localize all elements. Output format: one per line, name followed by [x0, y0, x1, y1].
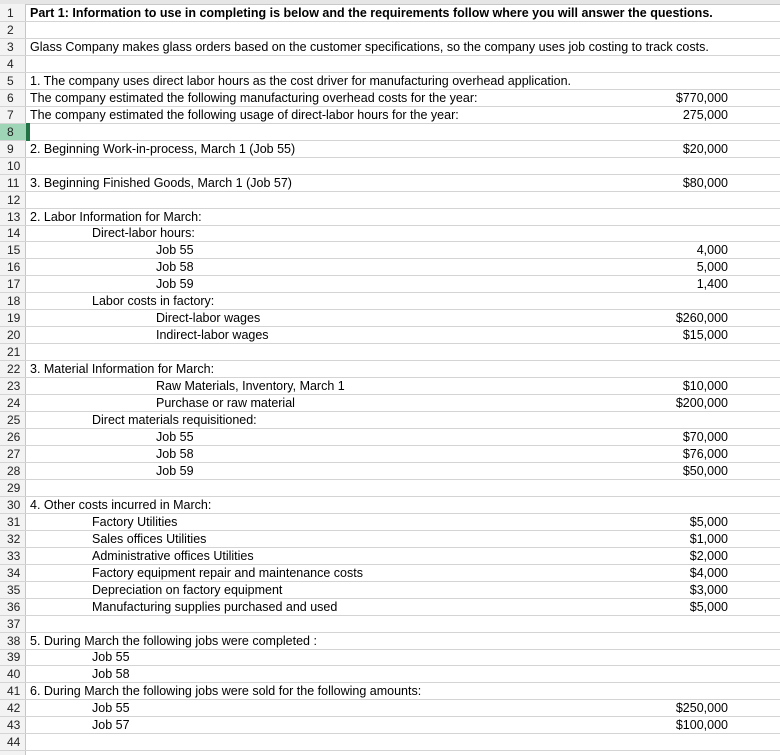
cell-amount[interactable]: $3,000 [689, 582, 728, 597]
cell-label[interactable]: Purchase or raw material [156, 396, 295, 411]
row-number[interactable]: 12 [7, 192, 21, 207]
sheet-row[interactable] [0, 531, 780, 548]
sheet-row[interactable] [0, 429, 780, 446]
sheet-row[interactable] [0, 192, 780, 209]
sheet-row[interactable] [0, 463, 780, 480]
row-number[interactable]: 30 [7, 497, 21, 512]
row-number[interactable]: 18 [7, 294, 21, 309]
sheet-row[interactable] [0, 616, 780, 633]
row-number[interactable]: 43 [7, 718, 21, 733]
cell-label[interactable]: Sales offices Utilities [92, 531, 207, 546]
row-number[interactable]: 2 [7, 22, 14, 37]
sheet-row[interactable] [0, 412, 780, 429]
sheet-row[interactable] [0, 175, 780, 192]
row-number[interactable]: 32 [7, 531, 21, 546]
sheet-row[interactable] [0, 582, 780, 599]
sheet-row[interactable] [0, 310, 780, 327]
sheet-row[interactable] [0, 548, 780, 565]
cell-label[interactable]: Job 55 [92, 701, 130, 716]
cell-label[interactable]: 5. During March the following jobs were completed : [30, 633, 317, 648]
row-number[interactable]: 10 [7, 158, 21, 173]
cell-label[interactable]: Job 59 [156, 277, 194, 292]
cell-label[interactable]: Glass Company makes glass orders based on the customer specifications, so the company uses job costing to track costs. [30, 39, 709, 54]
cell-amount[interactable]: $250,000 [675, 701, 728, 716]
cell-label[interactable]: Job 55 [92, 650, 130, 665]
cell-amount[interactable]: $5,000 [689, 514, 728, 529]
row-number[interactable]: 15 [7, 243, 21, 258]
row-number[interactable]: 6 [7, 90, 14, 105]
row-number[interactable]: 26 [7, 430, 21, 444]
cell-label[interactable]: Job 58 [156, 446, 194, 461]
row-number[interactable]: 20 [7, 328, 21, 343]
sheet-row[interactable] [0, 124, 780, 141]
cell-amount[interactable]: 1,400 [696, 277, 728, 292]
sheet-row[interactable] [0, 209, 780, 226]
cell-amount[interactable]: $260,000 [675, 311, 728, 326]
cell-label[interactable]: Job 58 [92, 667, 130, 682]
sheet-row[interactable] [0, 395, 780, 412]
row-number[interactable]: 31 [7, 514, 21, 529]
sheet-row[interactable] [0, 22, 780, 39]
cell-amount[interactable]: $2,000 [689, 548, 728, 563]
row-number[interactable]: 4 [7, 56, 14, 71]
sheet-row[interactable] [0, 649, 780, 666]
sheet-row[interactable] [0, 599, 780, 616]
sheet-row[interactable] [0, 141, 780, 158]
row-number[interactable]: 36 [7, 599, 21, 614]
sheet-row[interactable] [0, 734, 780, 751]
sheet-row[interactable] [0, 361, 780, 378]
cell-amount[interactable]: $76,000 [682, 446, 728, 461]
sheet-row[interactable] [0, 259, 780, 276]
row-number[interactable]: 19 [7, 311, 21, 326]
cell-label[interactable]: Job 55 [156, 243, 194, 258]
row-number[interactable]: 16 [7, 260, 21, 275]
sheet-row[interactable] [0, 56, 780, 73]
cell-amount[interactable]: 4,000 [696, 243, 728, 258]
cell-amount[interactable]: $1,000 [689, 531, 728, 546]
cell-label[interactable]: 3. Beginning Finished Goods, March 1 (Job 57) [30, 175, 292, 190]
cell-label[interactable]: 1. The company uses direct labor hours as the cost driver for manufacturing overhead application. [30, 73, 572, 88]
cell-label[interactable]: Job 57 [92, 718, 130, 733]
row-number[interactable]: 37 [7, 616, 21, 631]
row-number[interactable]: 29 [7, 480, 21, 495]
row-number[interactable]: 3 [7, 39, 14, 54]
cell-amount[interactable]: $80,000 [682, 175, 728, 190]
row-number[interactable]: 35 [7, 582, 21, 597]
cell-label[interactable]: 2. Labor Information for March: [30, 209, 202, 224]
cell-label[interactable]: Job 59 [156, 463, 194, 478]
row-number[interactable]: 42 [7, 701, 21, 716]
cell-label[interactable]: Direct-labor hours: [92, 226, 195, 241]
cell-label[interactable]: Labor costs in factory: [92, 294, 215, 309]
sheet-row[interactable] [0, 39, 780, 56]
row-number[interactable]: 41 [7, 684, 21, 699]
sheet-row[interactable] [0, 480, 780, 497]
row-number[interactable]: 40 [7, 667, 21, 682]
row-number[interactable]: 9 [7, 141, 14, 156]
row-number[interactable]: 8 [0, 124, 26, 140]
cell-amount[interactable]: $20,000 [682, 141, 728, 156]
cell-amount[interactable]: $4,000 [689, 565, 728, 580]
cell-label[interactable]: 6. During March the following jobs were sold for the following amounts: [30, 684, 422, 699]
cell-amount[interactable]: $10,000 [682, 379, 728, 394]
row-number[interactable]: 13 [7, 209, 21, 224]
sheet-row[interactable] [0, 378, 780, 395]
row-number[interactable]: 44 [7, 735, 21, 750]
cell-label[interactable]: Factory equipment repair and maintenance costs [92, 565, 363, 580]
sheet-row[interactable] [0, 344, 780, 361]
row-number[interactable]: 27 [7, 446, 21, 461]
sheet-row[interactable] [0, 446, 780, 463]
sheet-row[interactable] [0, 158, 780, 175]
row-number[interactable]: 39 [7, 650, 21, 665]
cell-amount[interactable]: $50,000 [682, 463, 728, 478]
cell-label[interactable]: Direct materials requisitioned: [92, 413, 257, 428]
row-number[interactable]: 24 [7, 396, 21, 411]
sheet-row[interactable] [0, 293, 780, 310]
sheet-row[interactable] [0, 700, 780, 717]
cell-label[interactable]: Part 1: Information to use in completing is below and the requirements follow where you will answer the questions. [30, 6, 713, 20]
cell-label[interactable]: Depreciation on factory equipment [92, 582, 283, 597]
sheet-row[interactable] [0, 276, 780, 293]
sheet-row[interactable] [0, 514, 780, 531]
sheet-row[interactable] [0, 90, 780, 107]
row-number[interactable]: 5 [7, 73, 14, 88]
row-number[interactable]: 1 [7, 6, 14, 20]
cell-amount[interactable]: $770,000 [675, 90, 728, 105]
sheet-row[interactable] [0, 107, 780, 124]
cell-label[interactable]: 4. Other costs incurred in March: [30, 497, 212, 512]
cell-label[interactable]: Job 58 [156, 260, 194, 275]
cell-label[interactable]: 3. Material Information for March: [30, 362, 215, 377]
cell-label[interactable]: Factory Utilities [92, 514, 178, 529]
sheet-row[interactable] [0, 565, 780, 582]
sheet-row[interactable] [0, 225, 780, 242]
row-number[interactable]: 33 [7, 548, 21, 563]
cell-label[interactable]: Job 55 [156, 430, 194, 444]
active-cell-indicator [26, 123, 30, 141]
cell-label[interactable]: The company estimated the following usage of direct-labor hours for the year: [30, 107, 459, 122]
cell-label[interactable]: Administrative offices Utilities [92, 548, 254, 563]
cell-label[interactable]: Manufacturing supplies purchased and used [92, 599, 338, 614]
sheet-row[interactable] [0, 717, 780, 734]
cell-label[interactable]: Raw Materials, Inventory, March 1 [156, 379, 345, 394]
row-number[interactable]: 7 [7, 107, 14, 122]
sheet-row[interactable] [0, 633, 780, 650]
sheet-row[interactable] [0, 666, 780, 683]
row-number[interactable]: 25 [7, 413, 21, 428]
cell-amount[interactable]: $5,000 [689, 599, 728, 614]
cell-amount[interactable]: $100,000 [675, 718, 728, 733]
sheet-row[interactable] [0, 73, 780, 90]
cell-label[interactable]: 2. Beginning Work-in-process, March 1 (Job 55) [30, 141, 296, 156]
row-number[interactable]: 21 [7, 345, 21, 360]
row-number[interactable]: 38 [7, 633, 21, 648]
cell-amount[interactable]: $200,000 [675, 396, 728, 411]
cell-amount[interactable]: $70,000 [682, 430, 728, 444]
cell-amount[interactable]: $15,000 [682, 328, 728, 343]
row-number[interactable]: 17 [7, 277, 21, 292]
row-number[interactable]: 23 [7, 379, 21, 394]
row-number[interactable]: 14 [7, 226, 21, 241]
cell-label[interactable]: Direct-labor wages [156, 311, 261, 326]
cell-label[interactable]: The company estimated the following manufacturing overhead costs for the year: [30, 90, 478, 105]
sheet-row[interactable] [0, 5, 780, 22]
sheet-row[interactable] [0, 683, 780, 700]
sheet-row[interactable] [0, 327, 780, 344]
row-number[interactable]: 11 [7, 175, 20, 190]
cell-label[interactable]: Indirect-labor wages [156, 328, 269, 343]
sheet-row[interactable] [0, 242, 780, 259]
cell-amount[interactable]: 5,000 [696, 260, 728, 275]
cell-amount[interactable]: 275,000 [682, 107, 728, 122]
row-number[interactable]: 22 [7, 362, 21, 377]
row-number[interactable]: 28 [7, 463, 21, 478]
sheet-row[interactable] [0, 497, 780, 514]
row-number[interactable]: 34 [7, 565, 21, 580]
